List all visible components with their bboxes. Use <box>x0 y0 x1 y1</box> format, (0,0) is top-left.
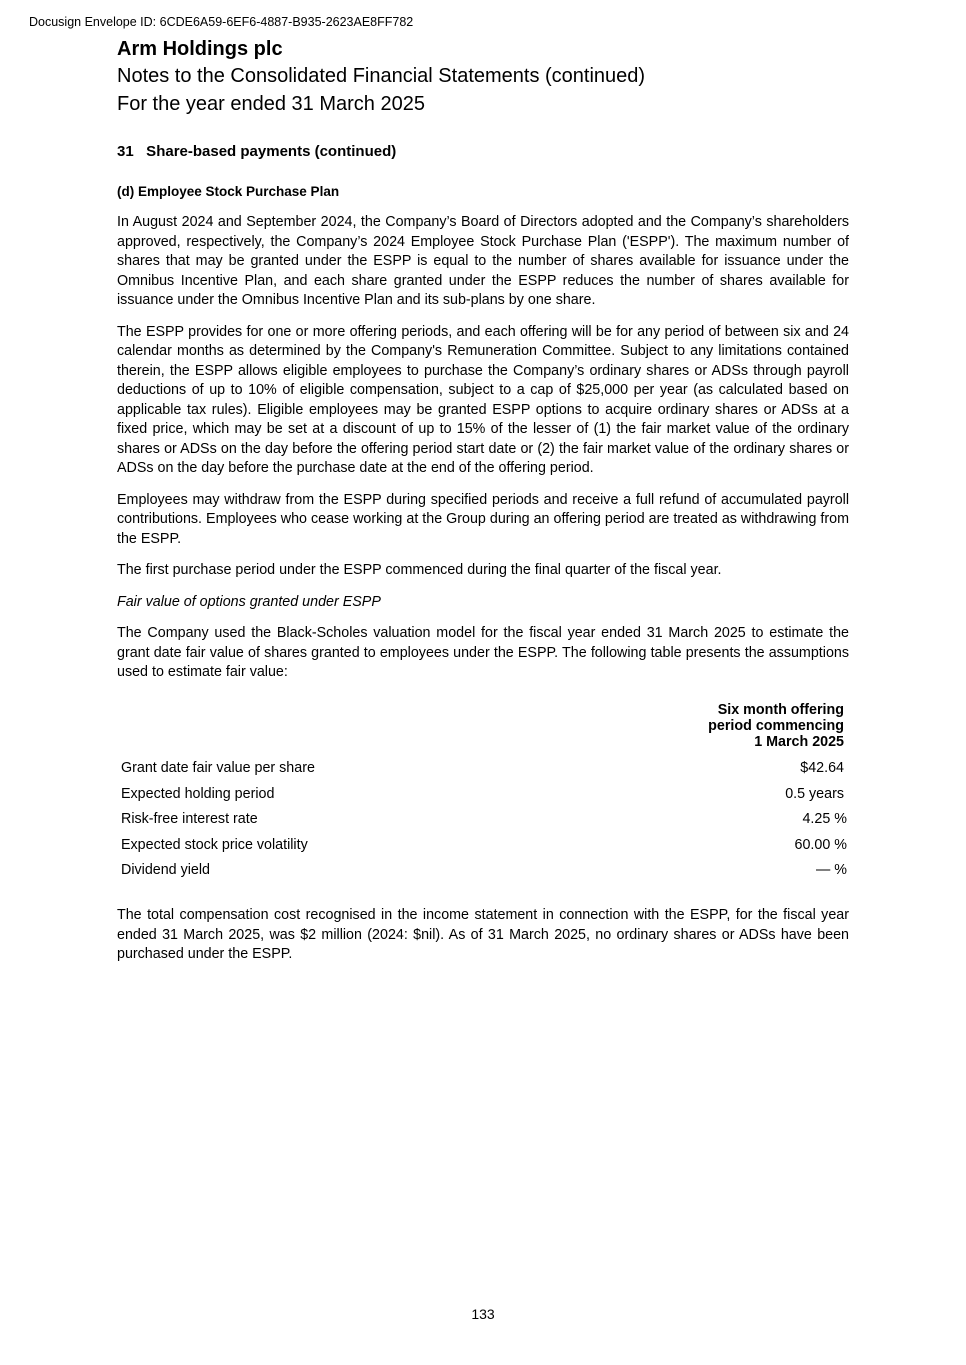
row-label: Expected stock price volatility <box>121 836 308 853</box>
envelope-id: Docusign Envelope ID: 6CDE6A59-6EF6-4887-B935-2623AE8FF782 <box>29 15 414 29</box>
column-header-line: Six month offering <box>717 701 844 718</box>
table-header-blank <box>117 702 662 756</box>
row-value: $42.64 <box>800 760 844 777</box>
column-header-line: period commencing <box>708 717 844 734</box>
row-value: 60.00 % <box>794 836 847 853</box>
paragraph-withdrawal: Employees may withdraw from the ESPP during specified periods and receive a full refund of accumulated payroll contributions. Employees who cease working at the Group during an offering period are treated as withdrawing from the ESPP. <box>117 491 849 547</box>
column-header <box>662 702 849 756</box>
page-number: 133 <box>471 1306 495 1322</box>
fair-value-heading: Fair value of options granted under ESPP <box>117 593 381 610</box>
table-row <box>117 756 849 782</box>
paragraph-first-purchase: The first purchase period under the ESPP commenced during the final quarter of the fiscal year. <box>117 562 722 578</box>
table-row <box>117 781 849 807</box>
row-value: 4.25 % <box>802 811 847 828</box>
row-value: 0.5 years <box>785 785 844 802</box>
table-row <box>117 807 849 833</box>
document-title: Notes to the Consolidated Financial Statements (continued) <box>117 65 646 87</box>
table-row <box>117 858 849 884</box>
row-label: Dividend yield <box>121 862 211 879</box>
assumptions-table <box>117 702 849 884</box>
table-header-row <box>117 702 849 756</box>
row-label: Expected holding period <box>121 785 275 802</box>
paragraph-espp-adoption: In August 2024 and September 2024, the Company’s Board of Directors adopted and the Company’s shareholders approved, respectively, the Company’s 2024 Employee Stock Purchase Plan ('ESPP'). The maximum number of shares that may be granted under the ESPP is equal to the number of shares available for issuance under the Omnibus Incentive Plan, and each share granted under the ESPP reduces the number of shares available for issuance under the Omnibus Incentive Plan and its sub-plans by one share. <box>117 214 849 308</box>
subsection-title: (d) Employee Stock Purchase Plan <box>117 184 340 199</box>
table-row <box>117 832 849 858</box>
company-name: Arm Holdings plc <box>117 38 283 60</box>
section-title: 31 Share-based payments (continued) <box>117 143 397 160</box>
row-label: Risk-free interest rate <box>121 811 258 828</box>
row-value: — % <box>816 862 847 879</box>
document-period: For the year ended 31 March 2025 <box>117 93 425 115</box>
page-content <box>117 36 849 965</box>
closing-paragraph: The total compensation cost recognised in the income statement in connection with the ESPP, for the fiscal year ended 31 March 2025, was $2 million (2024: $nil). As of 31 March 2025, no ordinary shares or ADSs have been purchased under the ESPP. <box>117 907 849 962</box>
column-header-line: 1 March 2025 <box>754 733 844 750</box>
paragraph-offering-periods: The ESPP provides for one or more offering periods, and each offering will be for any period of between six and 24 calendar months as determined by the Company's Remuneration Committee. Subject to any limitations contained therein, the ESPP allows eligible employees to purchase the Company’s ordinary shares or ADSs through payroll deductions of up to 10% of eligible compensation, subject to a cap of $25,000 per year (as calculated based on applicable tax rules). Eligible employees may be granted ESPP options to acquire ordinary shares or ADSs at a fixed price, which may be set at a discount of up to 15% of the lesser of (1) the fair market value of the ordinary shares or ADSs on the day before the offering period start date or (2) the fair market value of the ordinary shares or ADSs on the day before the purchase date at the end of the offering period. <box>117 323 849 476</box>
row-label: Grant date fair value per share <box>121 760 315 777</box>
fair-value-paragraph: The Company used the Black-Scholes valuation model for the fiscal year ended 31 March 2025 to estimate the grant date fair value of shares granted to employees under the ESPP. The following table presents the assumptions used to estimate fair value: <box>117 625 849 680</box>
